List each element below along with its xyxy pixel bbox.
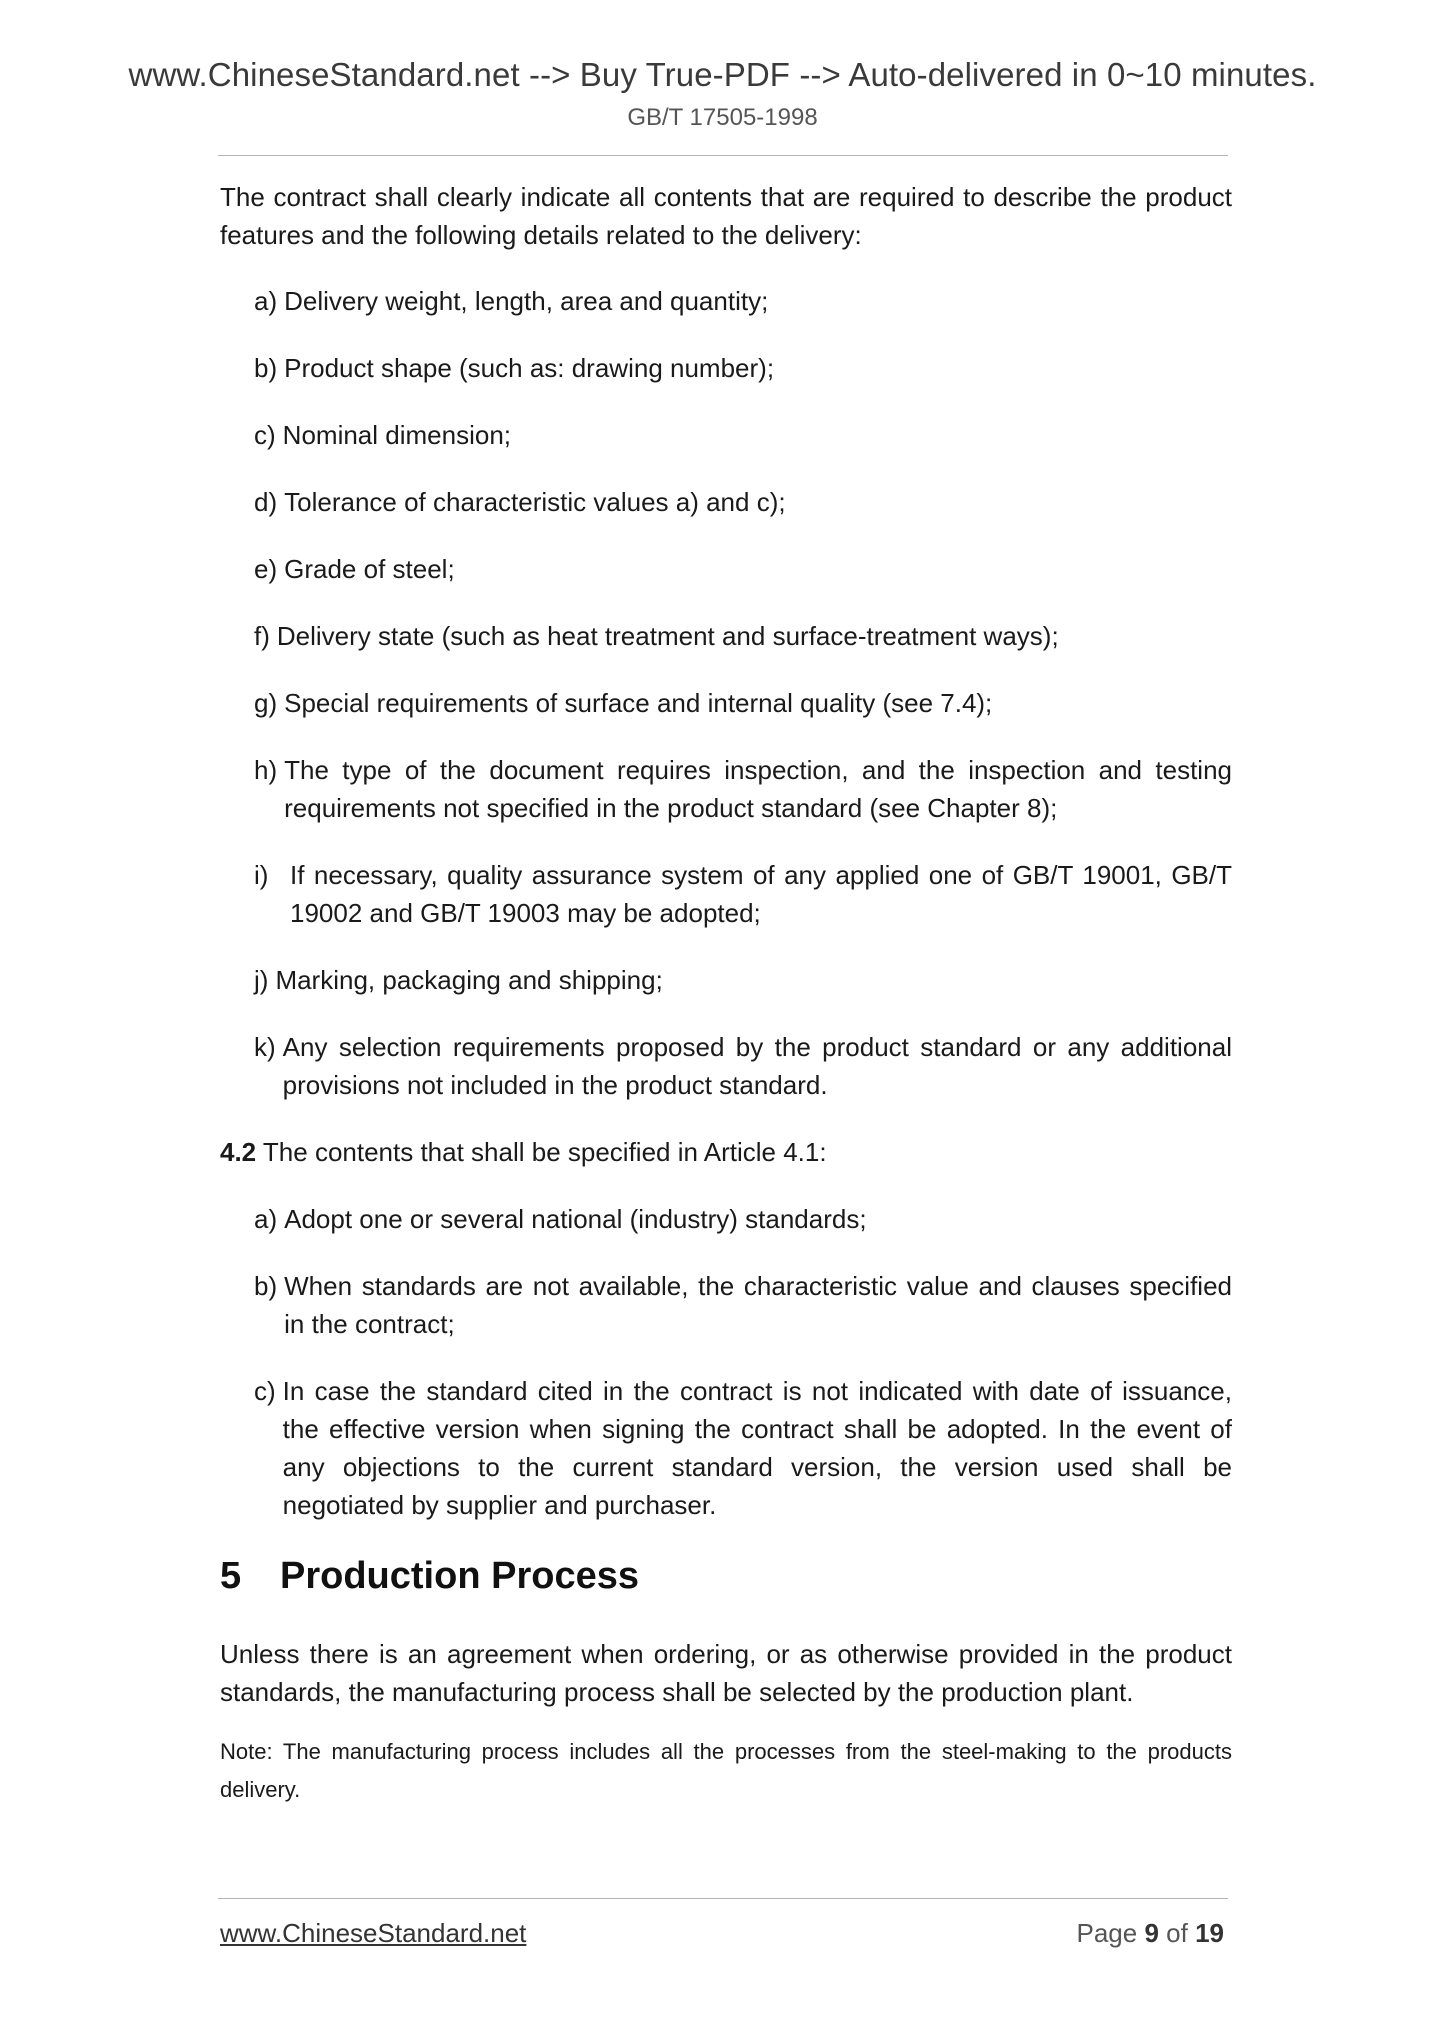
list-item-marker: c)	[254, 1376, 276, 1406]
list-item	[254, 684, 1232, 722]
list-item	[254, 483, 1232, 521]
list-item-marker: k)	[254, 1032, 276, 1062]
list-item-text: When standards are not available, the characteristic value and clauses specified in the contract;	[284, 1271, 1232, 1339]
list-item-text: Delivery state (such as heat treatment and surface-treatment ways);	[276, 621, 1059, 651]
list-item-marker: f)	[254, 621, 270, 651]
footer-website-link[interactable]: www.ChineseStandard.net	[220, 1918, 527, 1948]
list-item	[254, 550, 1232, 588]
list-item	[254, 856, 1232, 932]
list-item-text: Any selection requirements proposed by the product standard or any additional provisions not included in the product standard.	[282, 1032, 1232, 1100]
clause-4-2	[220, 1133, 1232, 1171]
intro-paragraph: The contract shall clearly indicate all contents that are required to describe the product features and the following details related to the delivery:	[220, 182, 1232, 250]
list-item-text: If necessary, quality assurance system of any applied one of GB/T 19001, GB/T 19002 and GB/T 19003 may be adopted;	[290, 860, 1232, 928]
page-current: 9	[1144, 1918, 1159, 1948]
section-paragraph: Unless there is an agreement when ordering, or as otherwise provided in the product standards, the manufacturing process shall be selected by the production plant.	[220, 1639, 1232, 1707]
list-item-marker: h)	[254, 755, 278, 785]
section-heading	[220, 1553, 1232, 1599]
page-total: 19	[1195, 1918, 1224, 1948]
list-item-marker: i)	[254, 860, 269, 890]
footer-divider	[218, 1898, 1228, 1899]
list-item	[254, 1372, 1232, 1524]
section-title: Production Process	[280, 1555, 639, 1597]
list-item	[254, 1267, 1232, 1343]
list-item	[254, 751, 1232, 827]
clause-text: The contents that shall be specified in Article 4.1:	[262, 1137, 827, 1167]
list-item-text: In case the standard cited in the contract is not indicated with date of issuance, the effective version when signing the contract shall be adopted. In the event of any objections to the current standard version, the version used shall be negotiated by supplier and purchaser.	[282, 1376, 1232, 1520]
section-number: 5	[220, 1555, 242, 1597]
list-item-text: Product shape (such as: drawing number);	[284, 353, 775, 383]
list-item-text: Special requirements of surface and internal quality (see 7.4);	[284, 688, 993, 718]
list-item-marker: b)	[254, 1271, 278, 1301]
list-item-marker: g)	[254, 688, 278, 718]
list-item-text: Adopt one or several national (industry) standards;	[284, 1204, 867, 1234]
list-item	[254, 349, 1232, 387]
list-item-text: The type of the document requires inspection, and the inspection and testing requirements not specified in the product standard (see Chapter 8);	[284, 755, 1232, 823]
list-item-text: Grade of steel;	[284, 554, 455, 584]
clause-number: 4.2	[220, 1137, 257, 1167]
document-code: GB/T 17505-1998	[627, 104, 818, 131]
section-note: Note: The manufacturing process includes all the processes from the steel-making to the products delivery.	[220, 1739, 1232, 1802]
list-item	[254, 1200, 1232, 1238]
list-item-text: Tolerance of characteristic values a) and c);	[284, 487, 786, 517]
page-indicator	[1076, 1918, 1224, 1949]
header-banner: www.ChineseStandard.net --> Buy True-PDF --> Auto-delivered in 0~10 minutes.	[128, 56, 1317, 93]
list-item	[254, 282, 1232, 320]
list-item-text: Marking, packaging and shipping;	[275, 965, 663, 995]
header-divider	[218, 155, 1228, 156]
list-item-marker: b)	[254, 353, 278, 383]
page-body	[220, 178, 1232, 1809]
page-prefix: Page	[1076, 1918, 1138, 1948]
specified-contents-list	[220, 1200, 1232, 1524]
list-item	[254, 416, 1232, 454]
list-item-marker: d)	[254, 487, 278, 517]
list-item-text: Delivery weight, length, area and quantity;	[284, 286, 769, 316]
list-item-marker: e)	[254, 554, 278, 584]
delivery-details-list	[220, 282, 1232, 1104]
list-item	[254, 617, 1232, 655]
list-item-text: Nominal dimension;	[282, 420, 511, 450]
page-of: of	[1166, 1918, 1188, 1948]
list-item-marker: j)	[254, 965, 269, 995]
list-item-marker: a)	[254, 286, 278, 316]
list-item-marker: c)	[254, 420, 276, 450]
list-item	[254, 1028, 1232, 1104]
list-item-marker: a)	[254, 1204, 278, 1234]
list-item	[254, 961, 1232, 999]
